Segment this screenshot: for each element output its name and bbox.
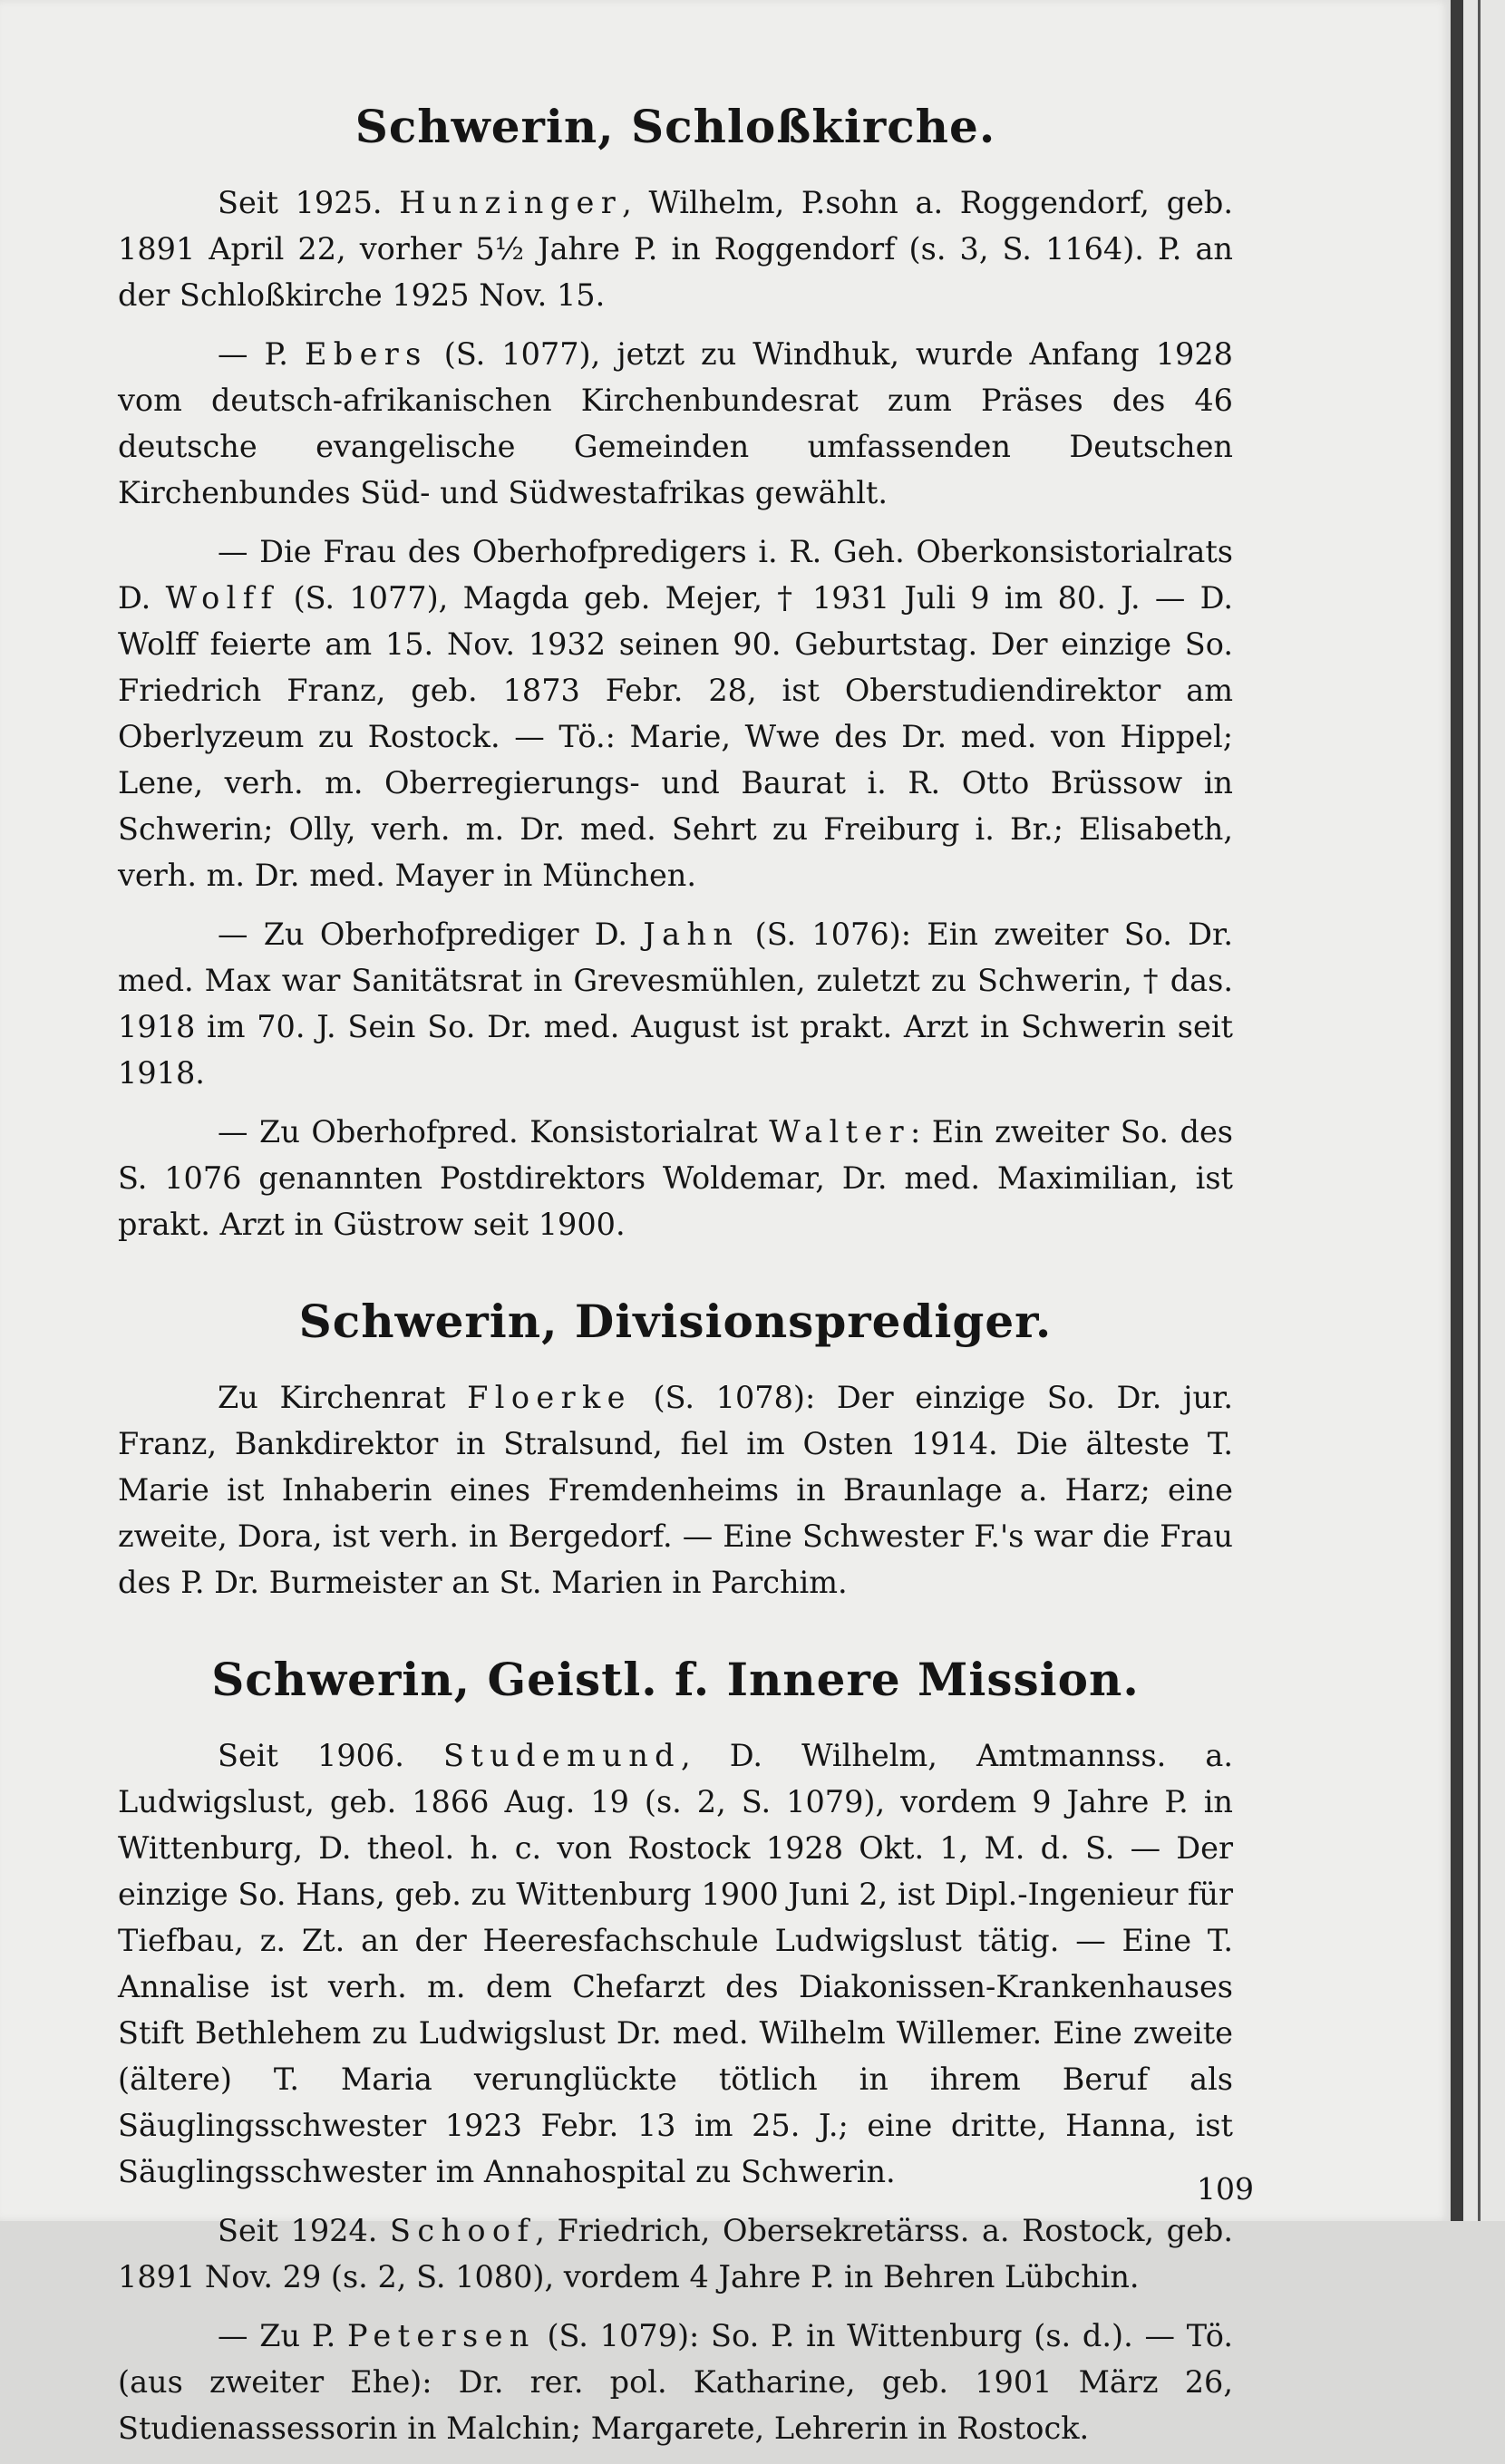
section-heading: Schwerin, Divisionsprediger. xyxy=(298,1295,1053,1348)
entry-paragraph: — Die Frau des Oberhofpredigers i. R. Geh. Oberkonsistorialrats D. Wolff (S. 1077), Magda geb. Mejer, † 1931 Juli 9 im 80. J. — D. Wolff feierte am 15. Nov. 1932 seinen 90. Geburtstag. Der einzige So. Friedrich Franz, geb. 1873 Febr. 28, ist Oberstudiendirektor am Oberlyzeum zu Rostock. — Tö.: Marie, Wwe des Dr. med. von Hippel; Lene, verh. m. Oberregierungs- und Baurat i. R. Otto Brüssow in Schwerin; Olly, verh. m. Dr. med. Sehrt zu Freiburg i. Br.; Elisabeth, verh. m. Dr. med. Mayer in München. xyxy=(118,534,1233,893)
section-heading: Schwerin, Geistl. f. Innere Mission. xyxy=(211,1653,1140,1706)
entry-paragraph: Seit 1906. Studemund, D. Wilhelm, Amtmannss. a. Ludwigslust, geb. 1866 Aug. 19 (s. 2, S. 1079), vordem 9 Jahre P. in Wittenburg, D. theol. h. c. von Rostock 1928 Okt. 1, M. d. S. — Der einzige So. Hans, geb. zu Wittenburg 1900 Juni 2, ist Dipl.-Ingenieur für Tiefbau, z. Zt. an der Heeresfachschule Ludwigslust tätig. — Eine T. Annalise ist verh. m. dem Chefarzt des Diakonissen-Krankenhauses Stift Bethlehem zu Ludwigslust Dr. med. Wilhelm Willemer. Eine zweite (ältere) T. Maria verunglückte tötlich in ihrem Beruf als Säuglingsschwester 1923 Febr. 13 im 25. J.; eine dritte, Hanna, ist Säuglingsschwester im Annahospital zu Schwerin. xyxy=(118,1738,1233,2189)
person-name: Studemund xyxy=(443,1738,681,1773)
page-edge xyxy=(1463,0,1505,2221)
entry-paragraph: Zu Kirchenrat Floerke (S. 1078): Der einzige So. Dr. jur. Franz, Bankdirektor in Stralsund, fiel im Osten 1914. Die älteste T. Marie ist Inhaberin eines Fremdenheims in Braunlage a. Harz; eine zweite, Dora, ist verh. in Bergedorf. — Eine Schwester F.'s war die Frau des P. Dr. Burmeister an St. Marien in Parchim. xyxy=(118,1380,1233,1600)
section-heading: Schwerin, Schloßkirche. xyxy=(354,100,996,153)
person-name: Petersen xyxy=(347,2318,536,2353)
page-number: 109 xyxy=(1197,2171,1254,2207)
person-name: Ebers xyxy=(304,336,428,372)
entry-paragraph: Seit 1924. Schoof, Friedrich, Obersekretärss. a. Rostock, geb. 1891 Nov. 29 (s. 2, S. 1080), vordem 4 Jahre P. in Behren Lübchin. xyxy=(118,2213,1233,2294)
person-name: Jahn xyxy=(643,917,740,952)
page-edge-line xyxy=(1478,0,1481,2221)
person-name: Floerke xyxy=(467,1380,632,1415)
entry-paragraph: — Zu Oberhofpred. Konsistorialrat Walter: Ein zweiter So. des S. 1076 genannten Postdirektors Woldemar, Dr. med. Maximilian, ist prakt. Arzt in Güstrow seit 1900. xyxy=(118,1114,1233,1242)
entry-paragraph: Seit 1925. Hunzinger, Wilhelm, P.sohn a. Roggendorf, geb. 1891 April 22, vorher 5½ Jahre P. in Roggendorf (s. 3, S. 1164). P. an der Schloßkirche 1925 Nov. 15. xyxy=(118,185,1233,313)
person-name: Wolff xyxy=(165,580,279,616)
page-text xyxy=(118,100,1233,2464)
person-name: Walter xyxy=(769,1114,910,1150)
entry-paragraph: — Zu P. Petersen (S. 1079): So. P. in Wittenburg (s. d.). — Tö. (aus zweiter Ehe): Dr. rer. pol. Katharine, geb. 1901 März 26, Studienassessorin in Malchin; Margarete, Lehrerin in Rostock. xyxy=(118,2318,1233,2446)
entry-paragraph: — Zu Oberhofprediger D. Jahn (S. 1076): Ein zweiter So. Dr. med. Max war Sanitätsrat in Grevesmühlen, zuletzt zu Schwerin, † das. 1918 im 70. J. Sein So. Dr. med. August ist prakt. Arzt in Schwerin seit 1918. xyxy=(118,917,1233,1091)
page-gutter-shadow xyxy=(1451,0,1463,2221)
entry-paragraph: — P. Ebers (S. 1077), jetzt zu Windhuk, wurde Anfang 1928 vom deutsch-afrikanischen Kirchenbundesrat zum Präses des 46 deutsche evangelische Gemeinden umfassenden Deutschen Kirchenbundes Süd- und Südwestafrikas gewählt. xyxy=(118,336,1233,510)
section-schlosskirche xyxy=(118,100,1233,1247)
section-innere-mission xyxy=(118,1653,1233,2451)
person-name: Schoof xyxy=(390,2213,536,2248)
person-name: Hunzinger xyxy=(399,185,623,220)
section-divisionsprediger xyxy=(118,1295,1233,1605)
